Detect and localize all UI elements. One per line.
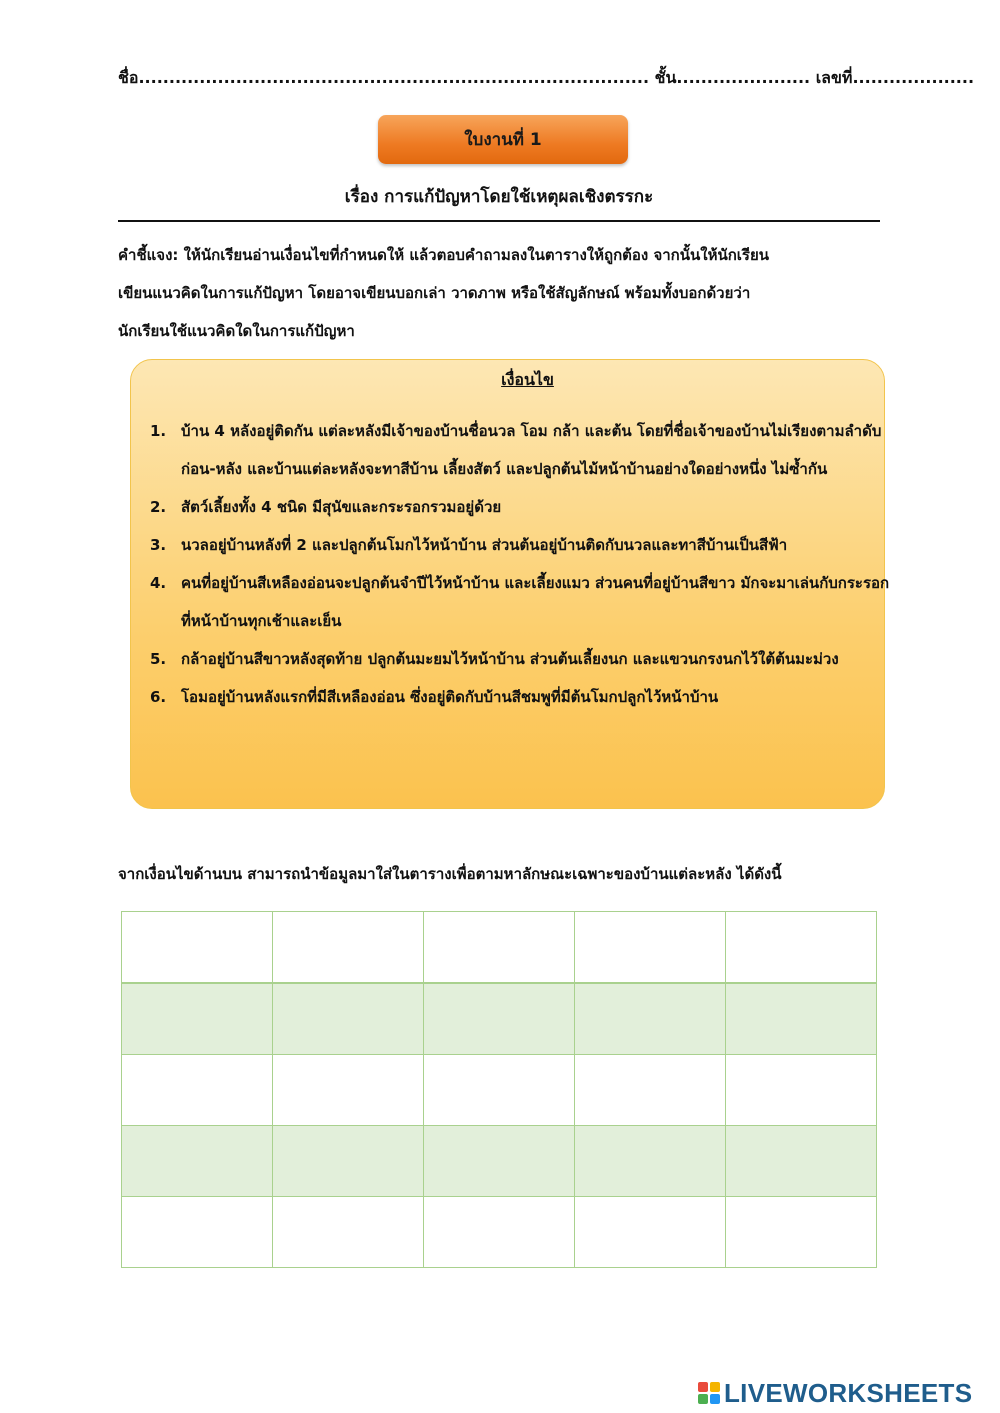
table-cell[interactable] <box>726 1197 877 1268</box>
table-cell[interactable] <box>122 983 273 1055</box>
table-cell[interactable] <box>575 912 726 984</box>
logo-square-icon <box>710 1382 720 1392</box>
condition-text: กล้าอยู่บ้านสีขาวหลังสุดท้าย ปลูกต้นมะยมไว้หน้าบ้าน ส่วนต้นเลี้ยงนก และแขวนกรงนกไว้ใต้ต้นมะม่วง <box>181 650 839 668</box>
logo-text: LIVEWORKSHEETS <box>724 1377 973 1408</box>
divider <box>118 220 880 222</box>
logo-square-icon <box>698 1382 708 1392</box>
worksheet-subtitle: เรื่อง การแก้ปัญหาโดยใช้เหตุผลเชิงตรรกะ <box>344 187 654 207</box>
worksheet-title: ใบงานที่ 1 <box>464 130 542 150</box>
table-cell[interactable] <box>424 1126 575 1197</box>
condition-number: 6. <box>150 688 167 706</box>
table-row <box>122 912 877 984</box>
condition-text: โอมอยู่บ้านหลังแรกที่มีสีเหลืองอ่อน ซึ่งอยู่ติดกับบ้านสีชมพูที่มีต้นโมกปลูกไว้หน้าบ้าน <box>181 688 719 706</box>
table-cell[interactable] <box>273 1126 424 1197</box>
class-blank[interactable]: ...................... <box>676 68 811 87</box>
table-row <box>122 983 877 1055</box>
liveworksheets-logo-icon <box>698 1382 720 1404</box>
condition-item <box>150 640 890 678</box>
table-cell[interactable] <box>424 983 575 1055</box>
number-label: เลขที่ <box>815 68 853 87</box>
class-label: ชั้น <box>654 68 677 87</box>
condition-item <box>150 564 890 640</box>
condition-item <box>150 678 890 716</box>
table-cell[interactable] <box>726 912 877 984</box>
table-cell[interactable] <box>273 1055 424 1126</box>
table-cell[interactable] <box>273 1197 424 1268</box>
table-cell[interactable] <box>273 983 424 1055</box>
liveworksheets-logo[interactable] <box>698 1377 972 1409</box>
condition-number: 5. <box>150 650 167 668</box>
name-blank[interactable]: .................................................................................... <box>138 68 650 87</box>
instructions <box>118 236 888 350</box>
condition-text: บ้าน 4 หลังอยู่ติดกัน แต่ละหลังมีเจ้าของบ้านชื่อนวล โอม กล้า และต้น โดยที่ชื่อเจ้าของบ้านไม่เรียงตามลำดับก่อน-หลัง และบ้านแต่ละหลังจะทาสีบ้าน เลี้ยงสัตว์ และปลูกต้นไม้หน้าบ้านอย่างใดอย่างหนึ่ง ไม่ซ้ำกัน <box>181 422 882 478</box>
logo-square-icon <box>710 1394 720 1404</box>
table-cell[interactable] <box>575 983 726 1055</box>
table-cell[interactable] <box>575 1055 726 1126</box>
table-cell[interactable] <box>122 1197 273 1268</box>
table-intro: จากเงื่อนไขด้านบน สามารถนำข้อมูลมาใส่ในตารางเพื่อตามหาลักษณะเฉพาะของบ้านแต่ละหลัง ได้ดังนี้ <box>118 865 782 883</box>
table-cell[interactable] <box>122 912 273 984</box>
condition-text: สัตว์เลี้ยงทั้ง 4 ชนิด มีสุนัขและกระรอกรวมอยู่ด้วย <box>181 498 502 516</box>
table-cell[interactable] <box>575 1197 726 1268</box>
table-row <box>122 1055 877 1126</box>
table-cell[interactable] <box>726 1126 877 1197</box>
condition-text: นวลอยู่บ้านหลังที่ 2 และปลูกต้นโมกไว้หน้าบ้าน ส่วนต้นอยู่บ้านติดกับนวลและทาสีบ้านเป็นสีฟ้า <box>181 536 788 554</box>
instructions-line: นักเรียนใช้แนวคิดใดในการแก้ปัญหา <box>118 322 355 340</box>
name-label: ชื่อ <box>118 68 139 87</box>
table-row <box>122 1126 877 1197</box>
table-cell[interactable] <box>575 1126 726 1197</box>
table-cell[interactable] <box>424 1197 575 1268</box>
condition-item <box>150 488 890 526</box>
condition-item <box>150 412 890 488</box>
condition-number: 1. <box>150 422 167 440</box>
conditions-title: เงื่อนไข <box>501 370 554 389</box>
instructions-line: คำชี้แจง: ให้นักเรียนอ่านเงื่อนไขที่กำหนดให้ แล้วตอบคำถามลงในตารางให้ถูกต้อง จากนั้นให้นักเรียน <box>118 246 770 264</box>
table-cell[interactable] <box>122 1055 273 1126</box>
table-cell[interactable] <box>122 1126 273 1197</box>
condition-number: 2. <box>150 498 167 516</box>
table-cell[interactable] <box>424 912 575 984</box>
condition-number: 4. <box>150 574 167 592</box>
condition-item <box>150 526 890 564</box>
conditions-list <box>150 412 890 716</box>
answer-table <box>121 911 877 1268</box>
table-cell[interactable] <box>726 1055 877 1126</box>
number-blank[interactable]: .................... <box>852 68 975 87</box>
condition-number: 3. <box>150 536 167 554</box>
instructions-line: เขียนแนวคิดในการแก้ปัญหา โดยอาจเขียนบอกเล่า วาดภาพ หรือใช้สัญลักษณ์ พร้อมทั้งบอกด้วยว่า <box>118 284 751 302</box>
table-cell[interactable] <box>424 1055 575 1126</box>
table-cell[interactable] <box>726 983 877 1055</box>
condition-text: คนที่อยู่บ้านสีเหลืองอ่อนจะปลูกต้นจำปีไว้หน้าบ้าน และเลี้ยงแมว ส่วนคนที่อยู่บ้านสีขาว มักจะมาเล่นกับกระรอกที่หน้าบ้านทุกเช้าและเย็น <box>181 574 890 630</box>
table-cell[interactable] <box>273 912 424 984</box>
worksheet-title-badge <box>378 115 628 164</box>
logo-square-icon <box>698 1394 708 1404</box>
student-info-line <box>118 66 975 91</box>
table-row <box>122 1197 877 1268</box>
